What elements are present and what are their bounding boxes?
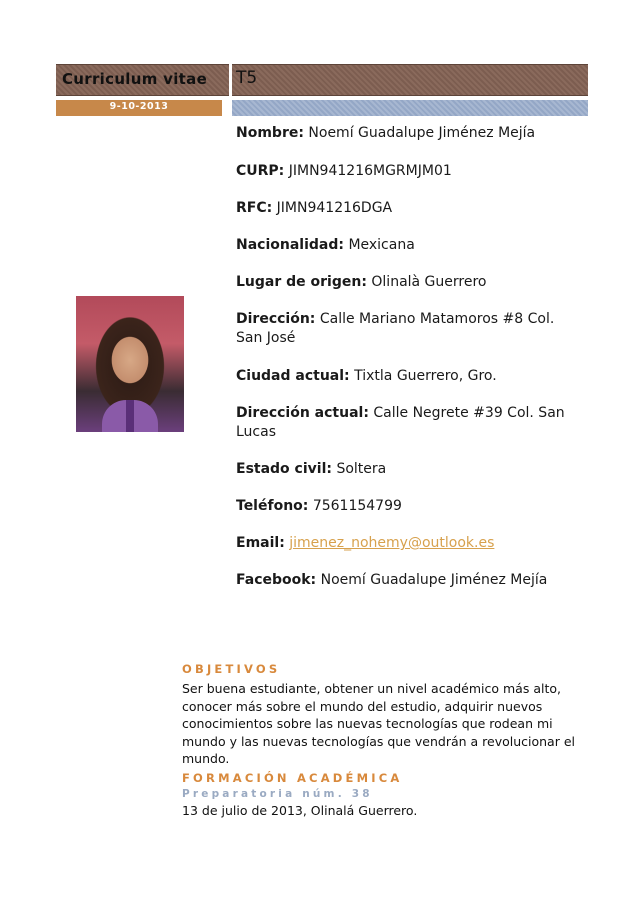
- field-value: Tixtla Guerrero, Gro.: [354, 368, 497, 384]
- field-email: [236, 534, 581, 553]
- document-date: 9-10-2013: [109, 101, 169, 112]
- formacion-detail: 13 de julio de 2013, Olinalá Guerrero.: [182, 803, 418, 818]
- field-label: Estado civil:: [236, 461, 332, 477]
- document-code: T5: [236, 68, 258, 88]
- field-lugar-origen: [236, 273, 581, 292]
- profile-photo: [76, 296, 184, 432]
- field-value: JIMN941216DGA: [276, 200, 393, 216]
- field-curp: [236, 162, 581, 181]
- field-estado-civil: [236, 460, 581, 479]
- field-value: 7561154799: [312, 498, 402, 514]
- email-link[interactable]: jimenez_nohemy@outlook.es: [289, 535, 495, 551]
- field-value: Calle Negrete #39 Col. San Lucas: [236, 405, 565, 440]
- field-label: RFC:: [236, 200, 273, 216]
- section-formacion: [182, 771, 582, 820]
- field-ciudad-actual: [236, 367, 581, 386]
- field-label: Facebook:: [236, 572, 317, 588]
- header-divider: [229, 64, 232, 96]
- objetivos-body: Ser buena estudiante, obtener un nivel académico más alto, conocer más sobre el mundo del estudio, adquirir nuevos conocimientos sobre las nuevas tecnologías que rodean mi mundo y las nuevas tecnologías que vendrán a revolucionar el mundo.: [182, 681, 575, 766]
- field-value: Noemí Guadalupe Jiménez Mejía: [320, 572, 548, 588]
- field-nombre: [236, 124, 581, 143]
- field-value: Soltera: [336, 461, 387, 477]
- objetivos-heading: OBJETIVOS: [182, 662, 281, 676]
- field-label: Nacionalidad:: [236, 237, 344, 253]
- field-value: Calle Mariano Matamoros #8 Col. San José: [236, 311, 555, 346]
- field-label: Lugar de origen:: [236, 274, 367, 290]
- field-value: Noemí Guadalupe Jiménez Mejía: [308, 125, 536, 141]
- formacion-school: Preparatoria núm. 38: [182, 788, 373, 800]
- document-title: Curriculum vitae: [62, 70, 208, 88]
- field-telefono: [236, 497, 581, 516]
- field-label: Dirección:: [236, 311, 316, 327]
- field-direccion: [236, 310, 581, 348]
- field-label: Email:: [236, 535, 285, 551]
- field-value: JIMN941216MGRMJM01: [288, 163, 452, 179]
- field-value: Mexicana: [348, 237, 415, 253]
- field-value: Olinalà Guerrero: [371, 274, 487, 290]
- formacion-heading: FORMACIÓN ACADÉMICA: [182, 771, 403, 785]
- field-rfc: [236, 199, 581, 218]
- field-label: Ciudad actual:: [236, 368, 350, 384]
- field-label: Nombre:: [236, 125, 304, 141]
- section-objetivos: [182, 662, 582, 768]
- photo-tie: [126, 400, 134, 432]
- field-direccion-actual: [236, 404, 581, 442]
- field-label: Dirección actual:: [236, 405, 369, 421]
- field-nacionalidad: [236, 236, 581, 255]
- accent-bar: [232, 100, 588, 116]
- field-label: Teléfono:: [236, 498, 309, 514]
- field-label: CURP:: [236, 163, 285, 179]
- field-facebook: [236, 571, 581, 590]
